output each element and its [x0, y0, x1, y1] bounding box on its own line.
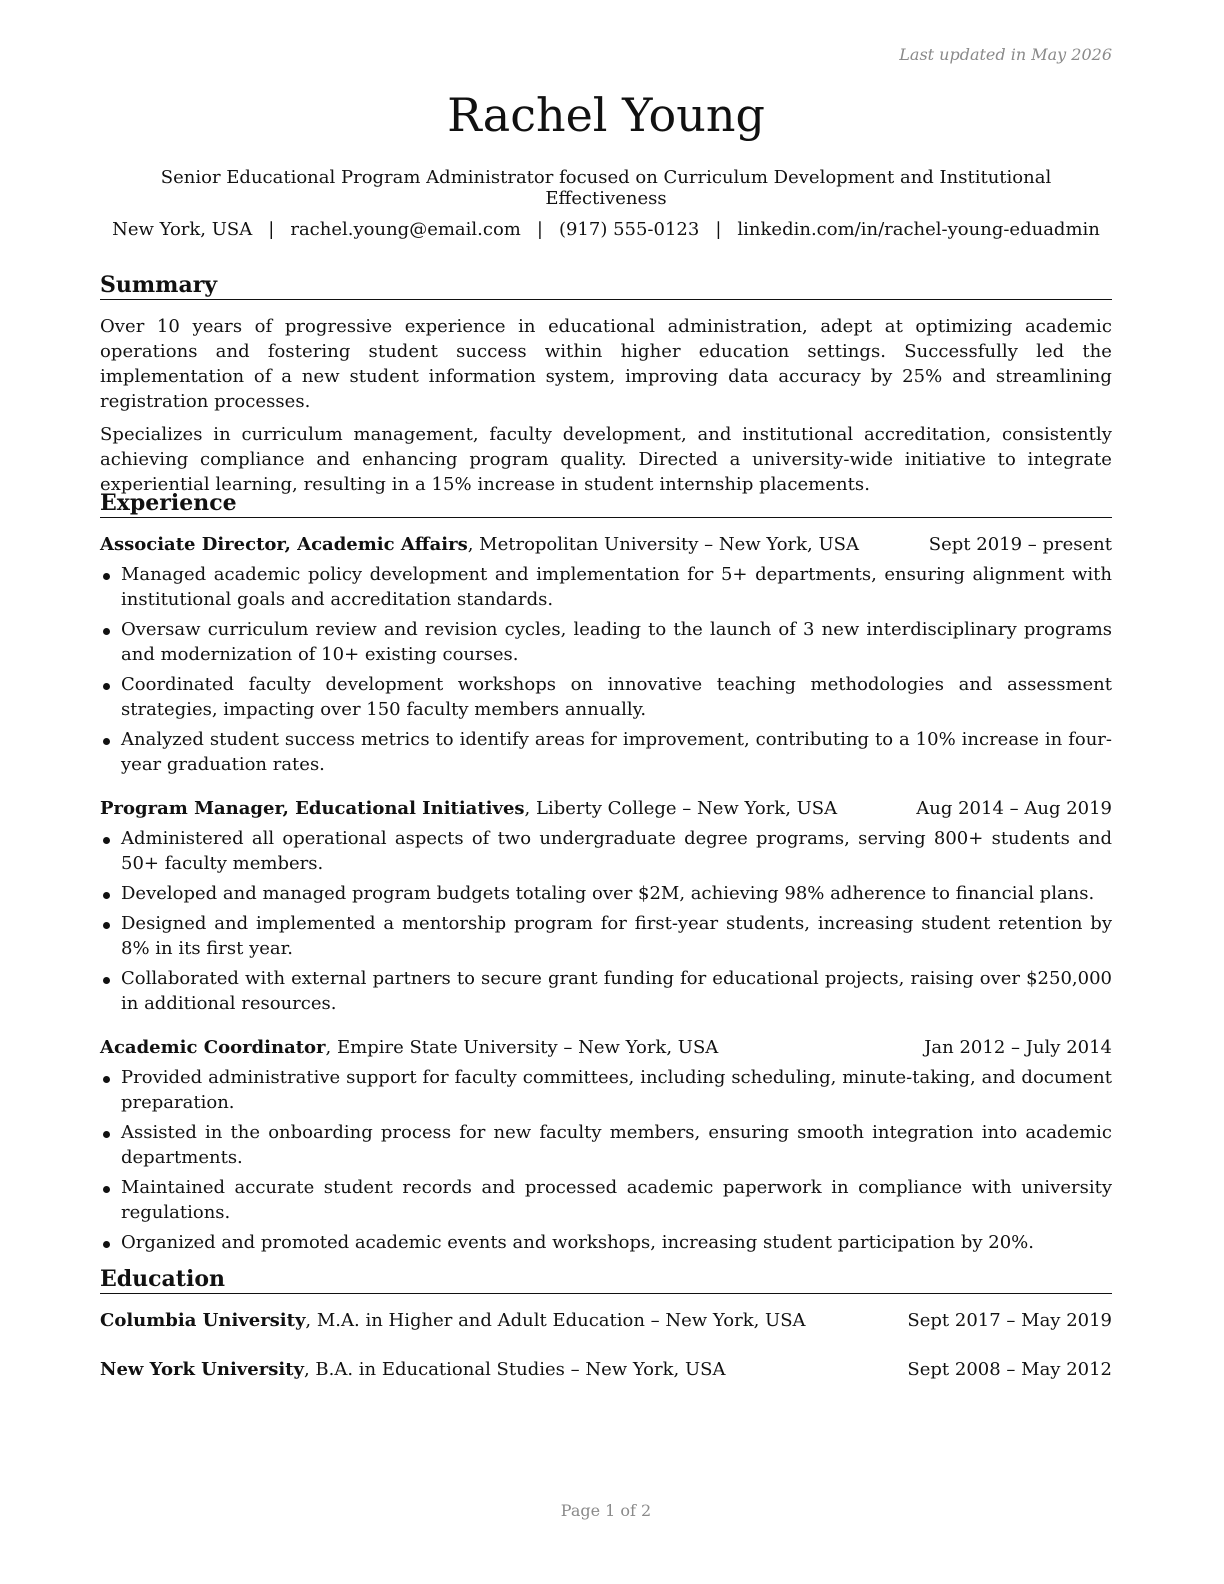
bullet-text: Designed and implemented a mentorship program for first-year students, increasing student retention by 8% in its first year.: [121, 913, 1112, 959]
list-item: [100, 911, 1112, 961]
section-title: Education: [100, 1266, 1112, 1294]
list-item: [100, 1175, 1112, 1225]
job-bullets: [100, 562, 1112, 777]
bullet-text: Organized and promoted academic events and workshops, increasing student participation by 20%.: [121, 1232, 1034, 1253]
last-updated: Last updated in May 2026: [899, 45, 1112, 64]
job-role: Associate Director, Academic Affairs: [100, 534, 468, 555]
job-org: , Metropolitan University – New York, USA: [467, 534, 859, 555]
job-role: Academic Coordinator: [100, 1037, 326, 1058]
education-degree: , M.A. in Higher and Adult Education – New York, USA: [305, 1310, 806, 1331]
list-item: [100, 1065, 1112, 1115]
list-item: [100, 562, 1112, 612]
job-role: Program Manager, Educational Initiatives: [100, 798, 525, 819]
education-entry: [100, 1308, 1112, 1333]
bullet-text: Provided administrative support for faculty committees, including scheduling, minute-taking, and document preparation.: [121, 1067, 1112, 1113]
contact-linkedin[interactable]: linkedin.com/in/rachel-young-eduadmin: [737, 219, 1100, 240]
education-school: New York University: [100, 1359, 304, 1380]
job-bullets: [100, 826, 1112, 1016]
section-title: Summary: [100, 272, 1112, 300]
bullet-icon: [103, 922, 110, 929]
bullet-text: Coordinated faculty development workshops on innovative teaching methodologies and assessment strategies, impacting over 150 faculty members annually.: [121, 674, 1112, 720]
bullet-text: Managed academic policy development and implementation for 5+ departments, ensuring alignment with institutional goals and accreditation standards.: [121, 564, 1112, 610]
page-number: Page 1 of 2: [560, 1501, 652, 1520]
summary-paragraph: Specializes in curriculum management, faculty development, and institutional accreditation, consistently achieving compliance and enhancing program quality. Directed a university-wide initiative to integrate experiential learning, resulting in a 15% increase in student internship placements.: [100, 424, 1112, 495]
education-entry: [100, 1357, 1112, 1382]
job-org: , Liberty College – New York, USA: [524, 798, 838, 819]
job-header: [100, 796, 1112, 821]
bullet-icon: [103, 1186, 110, 1193]
list-item: [100, 1120, 1112, 1170]
job-header: [100, 1035, 1112, 1060]
bullet-icon: [103, 837, 110, 844]
education-title-line: [100, 1308, 806, 1333]
bullet-icon: [103, 573, 110, 580]
list-item: [100, 1230, 1112, 1255]
job-dates: Aug 2014 – Aug 2019: [916, 798, 1112, 819]
job-title-line: [100, 1035, 718, 1060]
bullet-icon: [103, 1131, 110, 1138]
bullet-icon: [103, 1241, 110, 1248]
job-entry: [100, 1035, 1112, 1255]
bullet-icon: [103, 628, 110, 635]
summary-section: [100, 272, 1112, 497]
list-item: [100, 617, 1112, 667]
experience-section: [100, 490, 1112, 1255]
contact-separator: |: [536, 219, 543, 240]
bullet-text: Collaborated with external partners to secure grant funding for educational projects, raising over $250,000 in additional resources.: [121, 968, 1112, 1014]
bullet-icon: [103, 977, 110, 984]
job-entry: [100, 796, 1112, 1016]
bullet-icon: [103, 738, 110, 745]
education-section: [100, 1266, 1112, 1382]
list-item: [100, 881, 1112, 906]
contact-location: New York, USA: [112, 219, 253, 240]
headline: Senior Educational Program Administrator focused on Curriculum Development and Institutional Effectiveness: [160, 167, 1052, 209]
job-dates: Sept 2019 – present: [928, 534, 1112, 555]
list-item: [100, 727, 1112, 777]
bullet-text: Assisted in the onboarding process for new faculty members, ensuring smooth integration into academic departments.: [121, 1122, 1112, 1168]
person-name: Rachel Young: [447, 88, 765, 142]
section-title: Experience: [100, 490, 1112, 518]
list-item: [100, 826, 1112, 876]
job-entry: [100, 532, 1112, 777]
job-title-line: [100, 532, 859, 557]
bullet-icon: [103, 683, 110, 690]
bullet-icon: [103, 1076, 110, 1083]
education-school: Columbia University: [100, 1310, 306, 1331]
bullet-icon: [103, 892, 110, 899]
job-title-line: [100, 796, 837, 821]
job-org: , Empire State University – New York, USA: [325, 1037, 719, 1058]
job-header: [100, 532, 1112, 557]
job-bullets: [100, 1065, 1112, 1255]
contact-separator: |: [268, 219, 275, 240]
bullet-text: Maintained accurate student records and processed academic paperwork in compliance with university regulations.: [121, 1177, 1112, 1223]
contact-email[interactable]: rachel.young@email.com: [290, 219, 521, 240]
bullet-text: Analyzed student success metrics to identify areas for improvement, contributing to a 10% increase in four-year graduation rates.: [121, 729, 1112, 775]
contact-separator: |: [715, 219, 722, 240]
education-title-line: [100, 1357, 725, 1382]
bullet-text: Administered all operational aspects of two undergraduate degree programs, serving 800+ students and 50+ faculty members.: [121, 828, 1112, 874]
bullet-text: Developed and managed program budgets totaling over $2M, achieving 98% adherence to financial plans.: [121, 883, 1095, 904]
bullet-text: Oversaw curriculum review and revision cycles, leading to the launch of 3 new interdisciplinary programs and modernization of 10+ existing courses.: [121, 619, 1112, 665]
list-item: [100, 672, 1112, 722]
education-dates: Sept 2017 – May 2019: [907, 1310, 1112, 1331]
contact-phone: (917) 555-0123: [558, 219, 700, 240]
education-degree: , B.A. in Educational Studies – New York, USA: [303, 1359, 726, 1380]
job-dates: Jan 2012 – July 2014: [924, 1037, 1112, 1058]
list-item: [100, 966, 1112, 1016]
education-dates: Sept 2008 – May 2012: [907, 1359, 1112, 1380]
summary-paragraph: Over 10 years of progressive experience in educational administration, adept at optimizing academic operations and fostering student success within higher education settings. Successfully led the implementation of a new student information system, improving data accuracy by 25% and streamlining registration processes.: [100, 316, 1112, 412]
contact-line: [100, 219, 1112, 240]
